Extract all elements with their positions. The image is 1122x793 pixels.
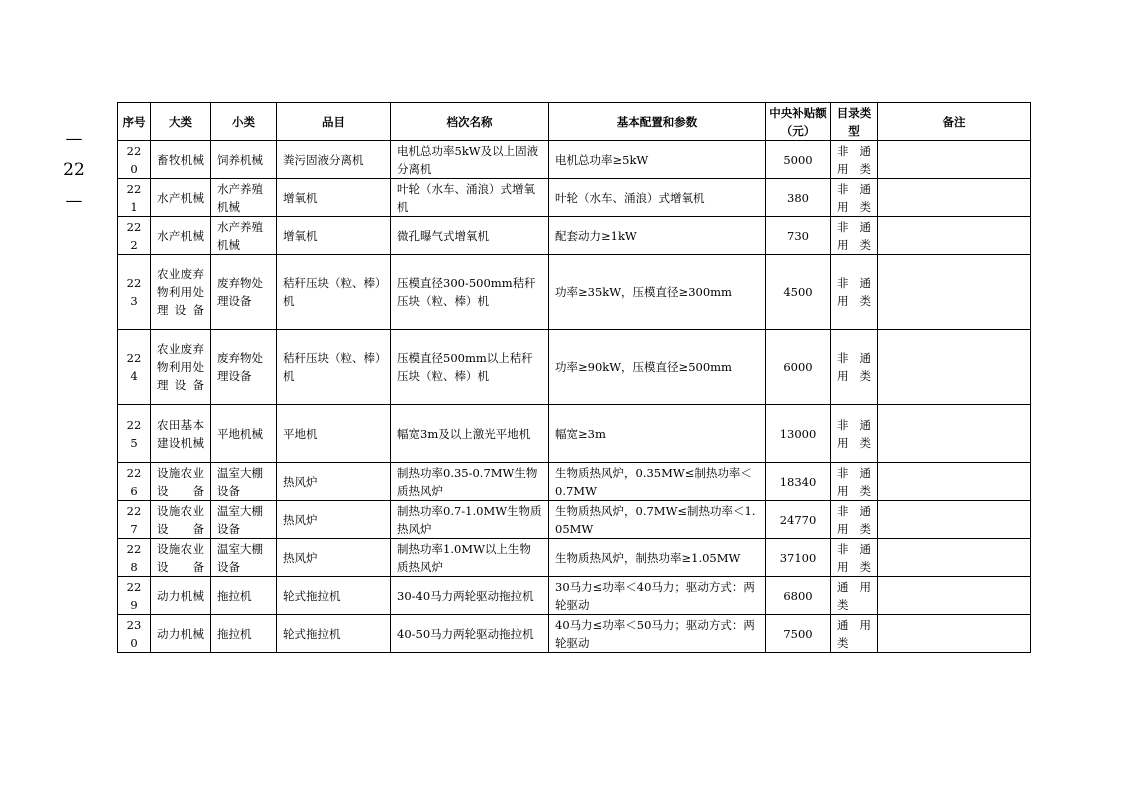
table-row <box>118 615 1031 653</box>
cell-subsidy: 7500 <box>766 615 831 653</box>
header-category: 大类 <box>151 103 211 141</box>
cell-config: 叶轮（水车、涌浪）式增氧机 <box>549 179 766 217</box>
cell-item: 增氧机 <box>277 217 391 255</box>
header-type: 目录类型 <box>831 103 878 141</box>
cell-category: 水产机械 <box>151 179 211 217</box>
cell-subsidy: 24770 <box>766 501 831 539</box>
cell-type: 非通用类 <box>831 217 878 255</box>
cell-note <box>878 141 1031 179</box>
cell-item: 轮式拖拉机 <box>277 615 391 653</box>
cell-category: 设施农业设备 <box>151 501 211 539</box>
table-row <box>118 179 1031 217</box>
cell-grade: 幅宽3m及以上激光平地机 <box>391 405 549 463</box>
cell-no: 221 <box>118 179 151 217</box>
cell-config: 40马力≤功率＜50马力；驱动方式：两轮驱动 <box>549 615 766 653</box>
cell-category: 农田基本建设机械 <box>151 405 211 463</box>
cell-subcategory: 平地机械 <box>211 405 277 463</box>
cell-subcategory: 温室大棚设备 <box>211 539 277 577</box>
cell-grade: 40-50马力两轮驱动拖拉机 <box>391 615 549 653</box>
cell-item: 热风炉 <box>277 501 391 539</box>
cell-note <box>878 501 1031 539</box>
cell-no: 222 <box>118 217 151 255</box>
header-no: 序号 <box>118 103 151 141</box>
header-grade: 档次名称 <box>391 103 549 141</box>
header-item: 品目 <box>277 103 391 141</box>
cell-no: 229 <box>118 577 151 615</box>
table-row <box>118 141 1031 179</box>
table-row <box>118 405 1031 463</box>
cell-note <box>878 577 1031 615</box>
cell-item: 轮式拖拉机 <box>277 577 391 615</box>
cell-category: 水产机械 <box>151 217 211 255</box>
cell-category: 农业废弃物利用处理设备 <box>151 330 211 405</box>
header-config: 基本配置和参数 <box>549 103 766 141</box>
cell-type: 非通用类 <box>831 330 878 405</box>
cell-no: 223 <box>118 255 151 330</box>
cell-subcategory: 水产养殖机械 <box>211 179 277 217</box>
cell-category: 农业废弃物利用处理设备 <box>151 255 211 330</box>
cell-subsidy: 4500 <box>766 255 831 330</box>
cell-subsidy: 6000 <box>766 330 831 405</box>
table-row <box>118 463 1031 501</box>
page-number-dash-top: — <box>65 129 83 149</box>
cell-item: 平地机 <box>277 405 391 463</box>
page-number <box>58 128 90 212</box>
cell-subcategory: 水产养殖机械 <box>211 217 277 255</box>
cell-grade: 微孔曝气式增氧机 <box>391 217 549 255</box>
cell-no: 225 <box>118 405 151 463</box>
cell-subcategory: 饲养机械 <box>211 141 277 179</box>
cell-type: 非通用类 <box>831 255 878 330</box>
cell-type: 通用类 <box>831 577 878 615</box>
cell-config: 30马力≤功率＜40马力；驱动方式：两轮驱动 <box>549 577 766 615</box>
cell-grade: 压模直径500mm以上秸秆压块（粒、棒）机 <box>391 330 549 405</box>
cell-config: 功率≥90kW，压模直径≥500mm <box>549 330 766 405</box>
header-subcategory: 小类 <box>211 103 277 141</box>
cell-note <box>878 463 1031 501</box>
cell-category: 设施农业设备 <box>151 539 211 577</box>
table-header-row <box>118 103 1031 141</box>
cell-category: 设施农业设备 <box>151 463 211 501</box>
page-number-dash-bottom: — <box>65 191 83 211</box>
cell-type: 通用类 <box>831 615 878 653</box>
cell-config: 生物质热风炉，0.35MW≤制热功率＜0.7MW <box>549 463 766 501</box>
cell-type: 非通用类 <box>831 405 878 463</box>
cell-note <box>878 615 1031 653</box>
cell-type: 非通用类 <box>831 141 878 179</box>
cell-note <box>878 330 1031 405</box>
cell-grade: 叶轮（水车、涌浪）式增氧机 <box>391 179 549 217</box>
cell-subsidy: 13000 <box>766 405 831 463</box>
cell-subcategory: 拖拉机 <box>211 577 277 615</box>
table-row <box>118 217 1031 255</box>
cell-note <box>878 217 1031 255</box>
cell-subsidy: 730 <box>766 217 831 255</box>
cell-note <box>878 539 1031 577</box>
cell-item: 粪污固液分离机 <box>277 141 391 179</box>
cell-category: 动力机械 <box>151 577 211 615</box>
cell-category: 动力机械 <box>151 615 211 653</box>
cell-subsidy: 6800 <box>766 577 831 615</box>
cell-no: 220 <box>118 141 151 179</box>
cell-type: 非通用类 <box>831 179 878 217</box>
cell-config: 生物质热风炉，0.7MW≤制热功率＜1.05MW <box>549 501 766 539</box>
cell-type: 非通用类 <box>831 501 878 539</box>
subsidy-catalog-table <box>117 102 1031 653</box>
table-row <box>118 330 1031 405</box>
cell-no: 224 <box>118 330 151 405</box>
cell-type: 非通用类 <box>831 463 878 501</box>
cell-subcategory: 温室大棚设备 <box>211 501 277 539</box>
cell-item: 热风炉 <box>277 463 391 501</box>
page-number-value: 22 <box>63 160 85 180</box>
cell-subcategory: 温室大棚设备 <box>211 463 277 501</box>
cell-note <box>878 405 1031 463</box>
header-subsidy: 中央补贴额（元） <box>766 103 831 141</box>
cell-subsidy: 5000 <box>766 141 831 179</box>
cell-grade: 制热功率0.35-0.7MW生物质热风炉 <box>391 463 549 501</box>
cell-note <box>878 179 1031 217</box>
table-row <box>118 501 1031 539</box>
cell-note <box>878 255 1031 330</box>
table-row <box>118 539 1031 577</box>
cell-item: 秸秆压块（粒、棒）机 <box>277 255 391 330</box>
cell-subcategory: 拖拉机 <box>211 615 277 653</box>
cell-grade: 压模直径300-500mm秸秆压块（粒、棒）机 <box>391 255 549 330</box>
cell-subcategory: 废弃物处理设备 <box>211 255 277 330</box>
cell-item: 热风炉 <box>277 539 391 577</box>
cell-no: 226 <box>118 463 151 501</box>
cell-subsidy: 37100 <box>766 539 831 577</box>
table-row <box>118 255 1031 330</box>
cell-grade: 电机总功率5kW及以上固液分离机 <box>391 141 549 179</box>
cell-no: 227 <box>118 501 151 539</box>
cell-type: 非通用类 <box>831 539 878 577</box>
cell-config: 生物质热风炉，制热功率≥1.05MW <box>549 539 766 577</box>
cell-subcategory: 废弃物处理设备 <box>211 330 277 405</box>
cell-item: 增氧机 <box>277 179 391 217</box>
cell-config: 功率≥35kW，压模直径≥300mm <box>549 255 766 330</box>
table-row <box>118 577 1031 615</box>
cell-subsidy: 380 <box>766 179 831 217</box>
cell-no: 230 <box>118 615 151 653</box>
header-note: 备注 <box>878 103 1031 141</box>
cell-item: 秸秆压块（粒、棒）机 <box>277 330 391 405</box>
cell-no: 228 <box>118 539 151 577</box>
cell-grade: 制热功率1.0MW以上生物质热风炉 <box>391 539 549 577</box>
cell-grade: 制热功率0.7-1.0MW生物质热风炉 <box>391 501 549 539</box>
cell-grade: 30-40马力两轮驱动拖拉机 <box>391 577 549 615</box>
cell-subsidy: 18340 <box>766 463 831 501</box>
cell-config: 配套动力≥1kW <box>549 217 766 255</box>
cell-category: 畜牧机械 <box>151 141 211 179</box>
cell-config: 幅宽≥3m <box>549 405 766 463</box>
cell-config: 电机总功率≥5kW <box>549 141 766 179</box>
